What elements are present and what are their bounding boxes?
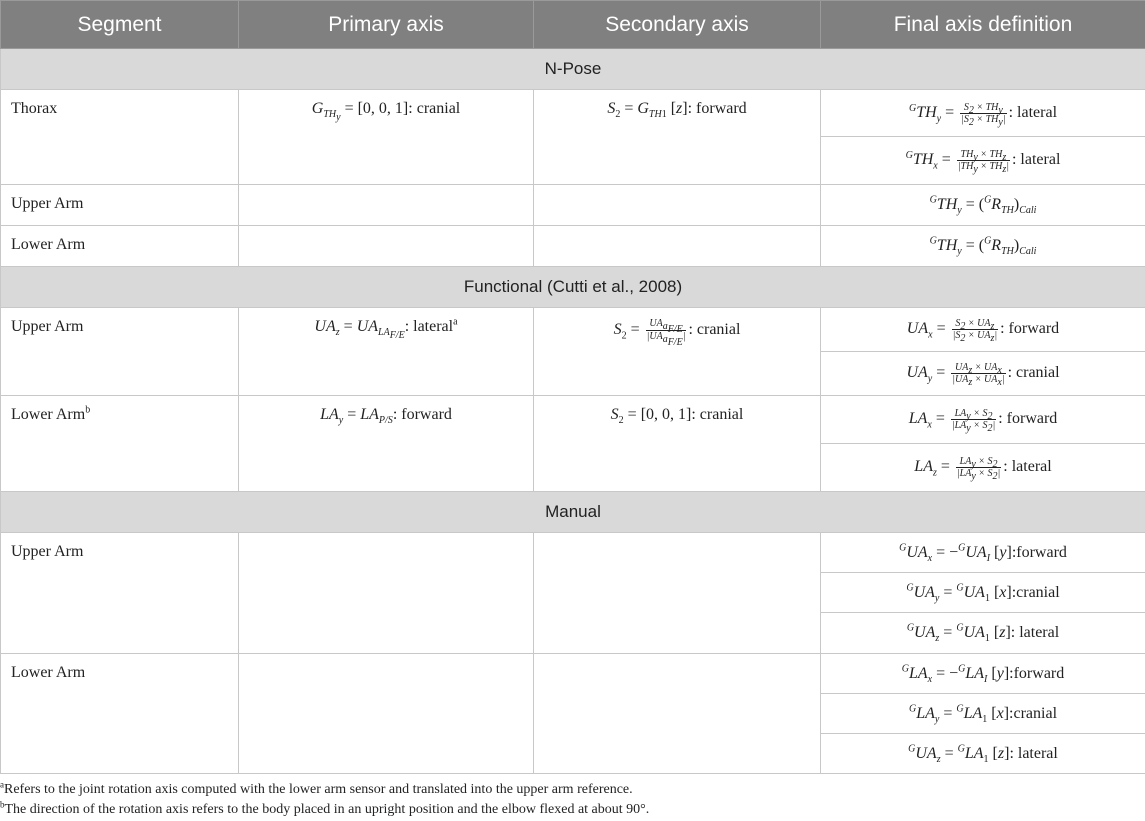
segment-label: Upper Arm: [1, 533, 239, 654]
primary-axis-empty: [239, 533, 534, 654]
header-primary-axis: Primary axis: [239, 1, 534, 49]
header-secondary-axis: Secondary axis: [534, 1, 821, 49]
final-axis-formula: $^GLA_y = ^GLA_1$ [x]:cranial: [821, 694, 1145, 734]
segment-label: Lower Arm: [1, 654, 239, 774]
final-axis-formula: $^GTH_x$ = $\frac{TH_y \times TH_z}{|TH_y \times TH_z|}$ : lateral: [821, 137, 1145, 185]
primary-axis-formula: $LA_y = LA_{P/S}$: forward: [239, 396, 534, 492]
footnote-a: $^a$Refers to the joint rotation axis computed with the lower arm sensor and translated into the upper arm reference.: [0, 781, 1145, 801]
primary-axis-empty: [239, 654, 534, 774]
final-axis-formula: $^GUA_z = ^GLA_1$ [z]: lateral: [821, 734, 1145, 774]
final-axis-formula: $UA_y$ = $\frac{UA_z \times UA_x}{|UA_z \times UA_x|}$ : cranial: [821, 352, 1145, 396]
footnotes: [0, 781, 1145, 821]
secondary-axis-empty: [534, 654, 821, 774]
header-row: [1, 1, 1145, 49]
segment-label: Upper Arm: [1, 308, 239, 396]
table-row: [1, 226, 1145, 267]
primary-axis-formula: $UA_z = UA_{LA_{F/E}}$: lateral$^a$: [239, 308, 534, 396]
table-row: [1, 396, 1145, 444]
section-row-functional: [1, 267, 1145, 308]
secondary-axis-empty: [534, 226, 821, 267]
primary-axis-formula: $G_{TH_y} = [0$, 0, 1]: cranial: [239, 90, 534, 185]
secondary-axis-formula: $S_2 = G_{TH1}$ [z]: forward: [534, 90, 821, 185]
section-title: Functional (Cutti et al., 2008): [1, 267, 1145, 308]
section-row-manual: [1, 492, 1145, 533]
final-axis-formula: $^GUA_z = ^GUA_1$ [z]: lateral: [821, 613, 1145, 654]
segment-label: Upper Arm: [1, 185, 239, 226]
final-axis-formula: $^GUA_y = ^GUA_1$ [x]:cranial: [821, 573, 1145, 613]
secondary-axis-formula: $S_2 = [0$, 0, 1]: cranial: [534, 396, 821, 492]
segment-label: Lower Arm$^b$: [1, 396, 239, 492]
secondary-axis-empty: [534, 533, 821, 654]
final-axis-formula: $^GTH_y = (^GR_{TH})_{Cali}$: [821, 226, 1145, 267]
header-final-axis: Final axis definition: [821, 1, 1145, 49]
final-axis-formula: $^GUA_x = -^GUA_I$ [y]:forward: [821, 533, 1145, 573]
segment-label: Lower Arm: [1, 226, 239, 267]
final-axis-formula: $LA_x$ = $\frac{LA_y \times S_2}{|LA_y \times S_2|}$ : forward: [821, 396, 1145, 444]
secondary-axis-formula: $S_2$ = $\frac{UA_{a_{F/E}}}{|UA_{a_{F/E}}|}$ : cranial: [534, 308, 821, 396]
section-title: N-Pose: [1, 49, 1145, 90]
table-row: [1, 185, 1145, 226]
final-axis-formula: $LA_z$ = $\frac{LA_y \times S_2}{|LA_y \times S_2|}$ : lateral: [821, 444, 1145, 492]
table-row: [1, 533, 1145, 573]
secondary-axis-empty: [534, 185, 821, 226]
final-axis-formula: $^GLA_x = -^GLA_I$ [y]:forward: [821, 654, 1145, 694]
table-row: [1, 308, 1145, 352]
section-title: Manual: [1, 492, 1145, 533]
header-segment: Segment: [1, 1, 239, 49]
final-axis-formula: $UA_x$ = $\frac{S_2 \times UA_z}{|S_2 \times UA_z|}$ : forward: [821, 308, 1145, 352]
table-row: [1, 654, 1145, 694]
section-row-npose: [1, 49, 1145, 90]
final-axis-formula: $^GTH_y$ = $\frac{S_2 \times TH_y}{|S_2 \times TH_y|}$ : lateral: [821, 90, 1145, 137]
primary-axis-empty: [239, 185, 534, 226]
table-row: [1, 90, 1145, 137]
footnote-b: $^b$The direction of the rotation axis refers to the body placed in an upright position and the elbow flexed at about 90°.: [0, 801, 1145, 821]
segment-label: Thorax: [1, 90, 239, 185]
final-axis-formula: $^GTH_y = (^GR_{TH})_{Cali}$: [821, 185, 1145, 226]
primary-axis-empty: [239, 226, 534, 267]
